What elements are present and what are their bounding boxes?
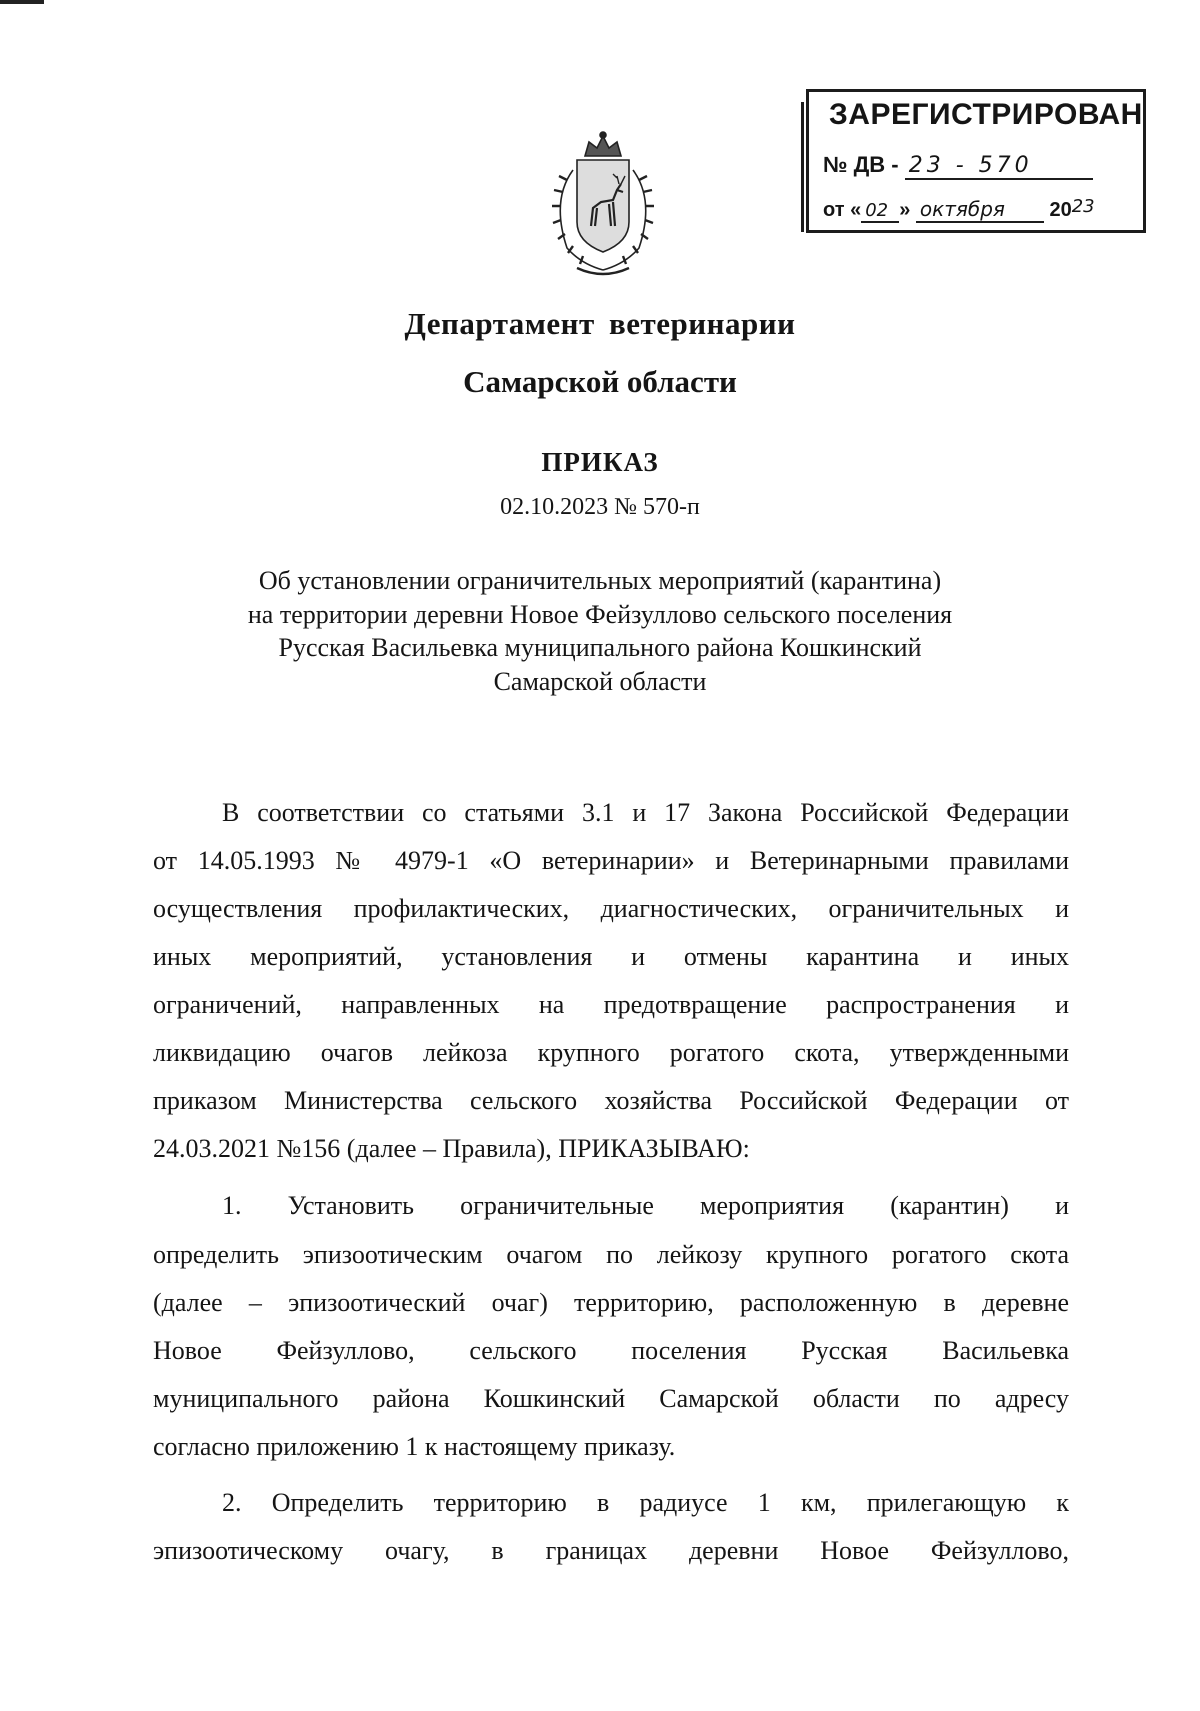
body-line: 2. Определить территорию в радиусе 1 км, прилегающую к xyxy=(222,1488,1069,1517)
body-line: 24.03.2021 №156 (далее – Правила), ПРИКАЗЫВАЮ: xyxy=(153,1134,750,1163)
title-line: Самарской области xyxy=(493,666,707,696)
title-line: Об установлении ограничительных мероприятий (карантина) xyxy=(258,566,942,595)
body-line: муниципального района Кошкинский Самарской области по адресу xyxy=(153,1384,1069,1413)
stamp-number-handwritten: 23 - 570 xyxy=(905,153,1093,180)
stamp-day-handwritten: 02 xyxy=(861,200,899,223)
corner-mark xyxy=(0,0,44,16)
stamp-year xyxy=(1049,196,1095,221)
stamp-date-prefix: от « xyxy=(823,199,862,221)
body-line: В соответствии со статьями 3.1 и 17 Закона Российской Федерации xyxy=(222,798,1069,827)
body-line: согласно приложению 1 к настоящему приказу. xyxy=(153,1432,676,1461)
document-type: ПРИКАЗ xyxy=(541,447,659,477)
body-line: определить эпизоотическим очагом по лейкозу крупного рогатого скота xyxy=(153,1240,1069,1269)
body-line: от 14.05.1993 № 4979-1 «О ветеринарии» и Ветеринарными правилами xyxy=(153,846,1069,875)
stamp-year-prefix: 20 xyxy=(1049,199,1072,221)
body-line: осуществления профилактических, диагностических, ограничительных и xyxy=(153,894,1069,923)
body-line: ликвидацию очагов лейкоза крупного рогатого скота, утвержденными xyxy=(153,1038,1069,1067)
stamp-number-prefix: № ДВ - xyxy=(823,152,899,177)
body-line: Новое Фейзуллово, сельского поселения Русская Васильевка xyxy=(153,1336,1069,1365)
body-line: приказом Министерства сельского хозяйства Российской Федерации от xyxy=(153,1086,1069,1115)
stamp-title: ЗАРЕГИСТРИРОВАН xyxy=(829,98,1143,131)
body-line: (далее – эпизоотический очаг) территорию, расположенную в деревне xyxy=(153,1288,1069,1317)
coat-of-arms-emblem xyxy=(537,130,669,282)
title-line: Русская Васильевка муниципального района Кошкинский xyxy=(278,633,922,662)
title-line: на территории деревни Новое Фейзуллово сельского поселения xyxy=(247,599,953,629)
body-line: ограничений, направленных на предотвращение распространения и xyxy=(153,990,1069,1019)
registration-stamp xyxy=(806,89,1146,233)
body-line: 1. Установить ограничительные мероприятия (карантин) и xyxy=(222,1191,1069,1220)
stamp-date-mid: » xyxy=(899,199,911,221)
document-date-number: 02.10.2023 № 570-п xyxy=(500,494,700,520)
stamp-number-row xyxy=(823,152,1093,180)
organization-name-line-2: Самарской области xyxy=(463,364,737,399)
stamp-year-suffix-handwritten: 23 xyxy=(1071,196,1095,217)
document-title xyxy=(0,564,1200,698)
body-line: эпизоотическому очагу, в границах деревни Новое Фейзуллово, xyxy=(153,1536,1069,1565)
stamp-date-row xyxy=(823,196,1095,223)
stamp-month-handwritten: октября xyxy=(916,197,1044,223)
body-line: иных мероприятий, установления и отмены карантина и иных xyxy=(153,942,1069,971)
organization-name-line-1: Департамент ветеринарии xyxy=(404,306,796,341)
